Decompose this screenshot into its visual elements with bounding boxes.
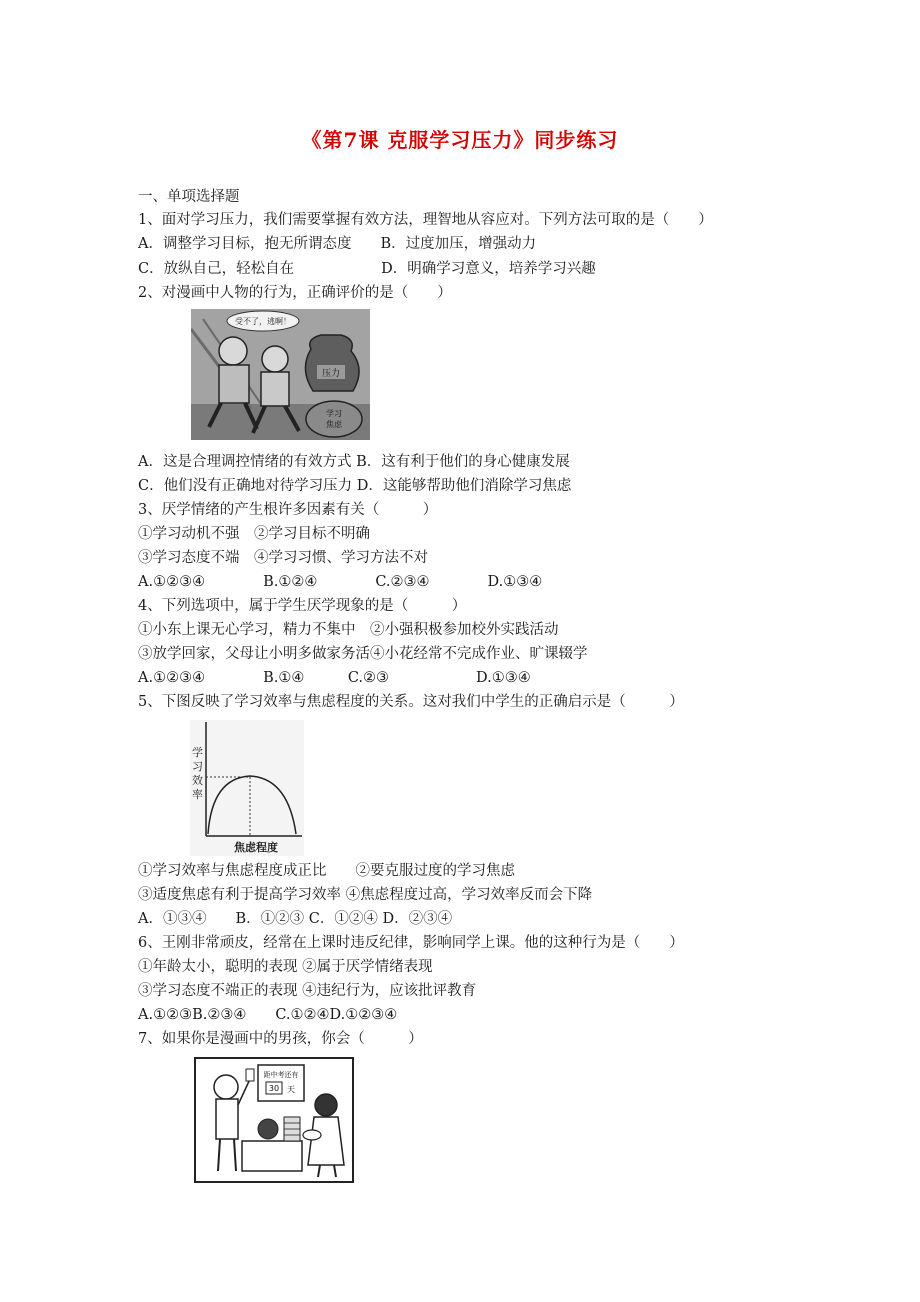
page-title: 《第7课 克服学习压力》同步练习: [301, 128, 619, 152]
q7-sign-number: 30: [268, 1084, 280, 1093]
q5-items-34: ③适度焦虑有利于提高学习效率 ④焦虑程度过高，学习效率反而会下降: [138, 887, 593, 903]
q2-stem: 2、对漫画中人物的行为，正确评价的是（ ）: [138, 285, 452, 301]
q6-stem: 6、王刚非常顽皮，经常在上课时违反纪律，影响同学上课。他的这种行为是（ ）: [138, 935, 684, 951]
q4-stem: 4、下列选项中，属于学生厌学现象的是（ ）: [138, 598, 467, 614]
q7-sign-text: 距中考还有: [263, 1071, 299, 1079]
q1-options-cd: C．放纵自己，轻松自在 D．明确学习意义，培养学习兴趣: [138, 261, 596, 277]
q6-items-12: ①年龄太小，聪明的表现 ②属于厌学情绪表现: [138, 959, 433, 975]
q7-sign-unit: 天: [287, 1085, 295, 1094]
q2-bag-label: 压力: [321, 369, 341, 379]
q2-cartoon: [191, 309, 370, 440]
q1-stem: 1、面对学习压力，我们需要掌握有效方法，理智地从容应对。下列方法可取的是（ ）: [138, 212, 713, 228]
chart-curve: [208, 776, 296, 834]
q5-options: A．①③④ B．①②③ C．①②④ D．②③④: [138, 911, 453, 927]
q6-options: A.①②③B.②③④ C.①②④D.①②③④: [138, 1007, 398, 1023]
q4-items-34: ③放学回家，父母让小明多做家务活④小花经常不完成作业、旷课辍学: [138, 646, 588, 662]
chart-xlabel: 焦虑程度: [234, 841, 278, 854]
q2-options-ab: A．这是合理调控情绪的有效方式 B．这有利于他们的身心健康发展: [138, 454, 570, 470]
q7-stem: 7、如果你是漫画中的男孩，你会（ ）: [138, 1031, 423, 1047]
q5-chart: [190, 720, 304, 856]
chart-ylabel-char: 习: [192, 760, 203, 773]
q2-rock-label-1: 学习: [326, 409, 342, 418]
q5-items-12: ①学习效率与焦虑程度成正比 ②要克服过度的学习焦虑: [138, 863, 515, 879]
q3-options: A.①②③④ B.①②④ C.②③④ D.①③④: [138, 574, 543, 590]
q2-rock-label-2: 焦虑: [326, 420, 342, 429]
q3-items-34: ③学习态度不端 ④学习习惯、学习方法不对: [138, 550, 428, 566]
q3-stem: 3、厌学情绪的产生根许多因素有关（ ）: [138, 502, 438, 518]
chart-ylabel-char: 学: [192, 746, 203, 759]
q4-items-12: ①小东上课无心学习，精力不集中 ②小强积极参加校外实践活动: [138, 622, 559, 638]
q7-cartoon: [194, 1057, 354, 1183]
chart-ylabel-char: 效: [192, 774, 203, 787]
q1-options-ab: A．调整学习目标，抱无所谓态度 B．过度加压，增强动力: [138, 236, 537, 252]
q2-bubble-text: 受不了，逃啊！: [235, 317, 291, 326]
q3-items-12: ①学习动机不强 ②学习目标不明确: [138, 526, 370, 542]
q6-items-34: ③学习态度不端正的表现 ④违纪行为，应该批评教育: [138, 983, 477, 999]
q5-stem: 5、下图反映了学习效率与焦虑程度的关系。这对我们中学生的正确启示是（ ）: [138, 694, 684, 710]
section-heading: 一、单项选择题: [138, 189, 240, 205]
chart-ylabel-char: 率: [192, 788, 203, 801]
q4-options: A.①②③④ B.①④ C.②③ D.①③④: [138, 670, 531, 686]
q2-options-cd: C．他们没有正确地对待学习压力 D．这能够帮助他们消除学习焦虑: [138, 478, 572, 494]
